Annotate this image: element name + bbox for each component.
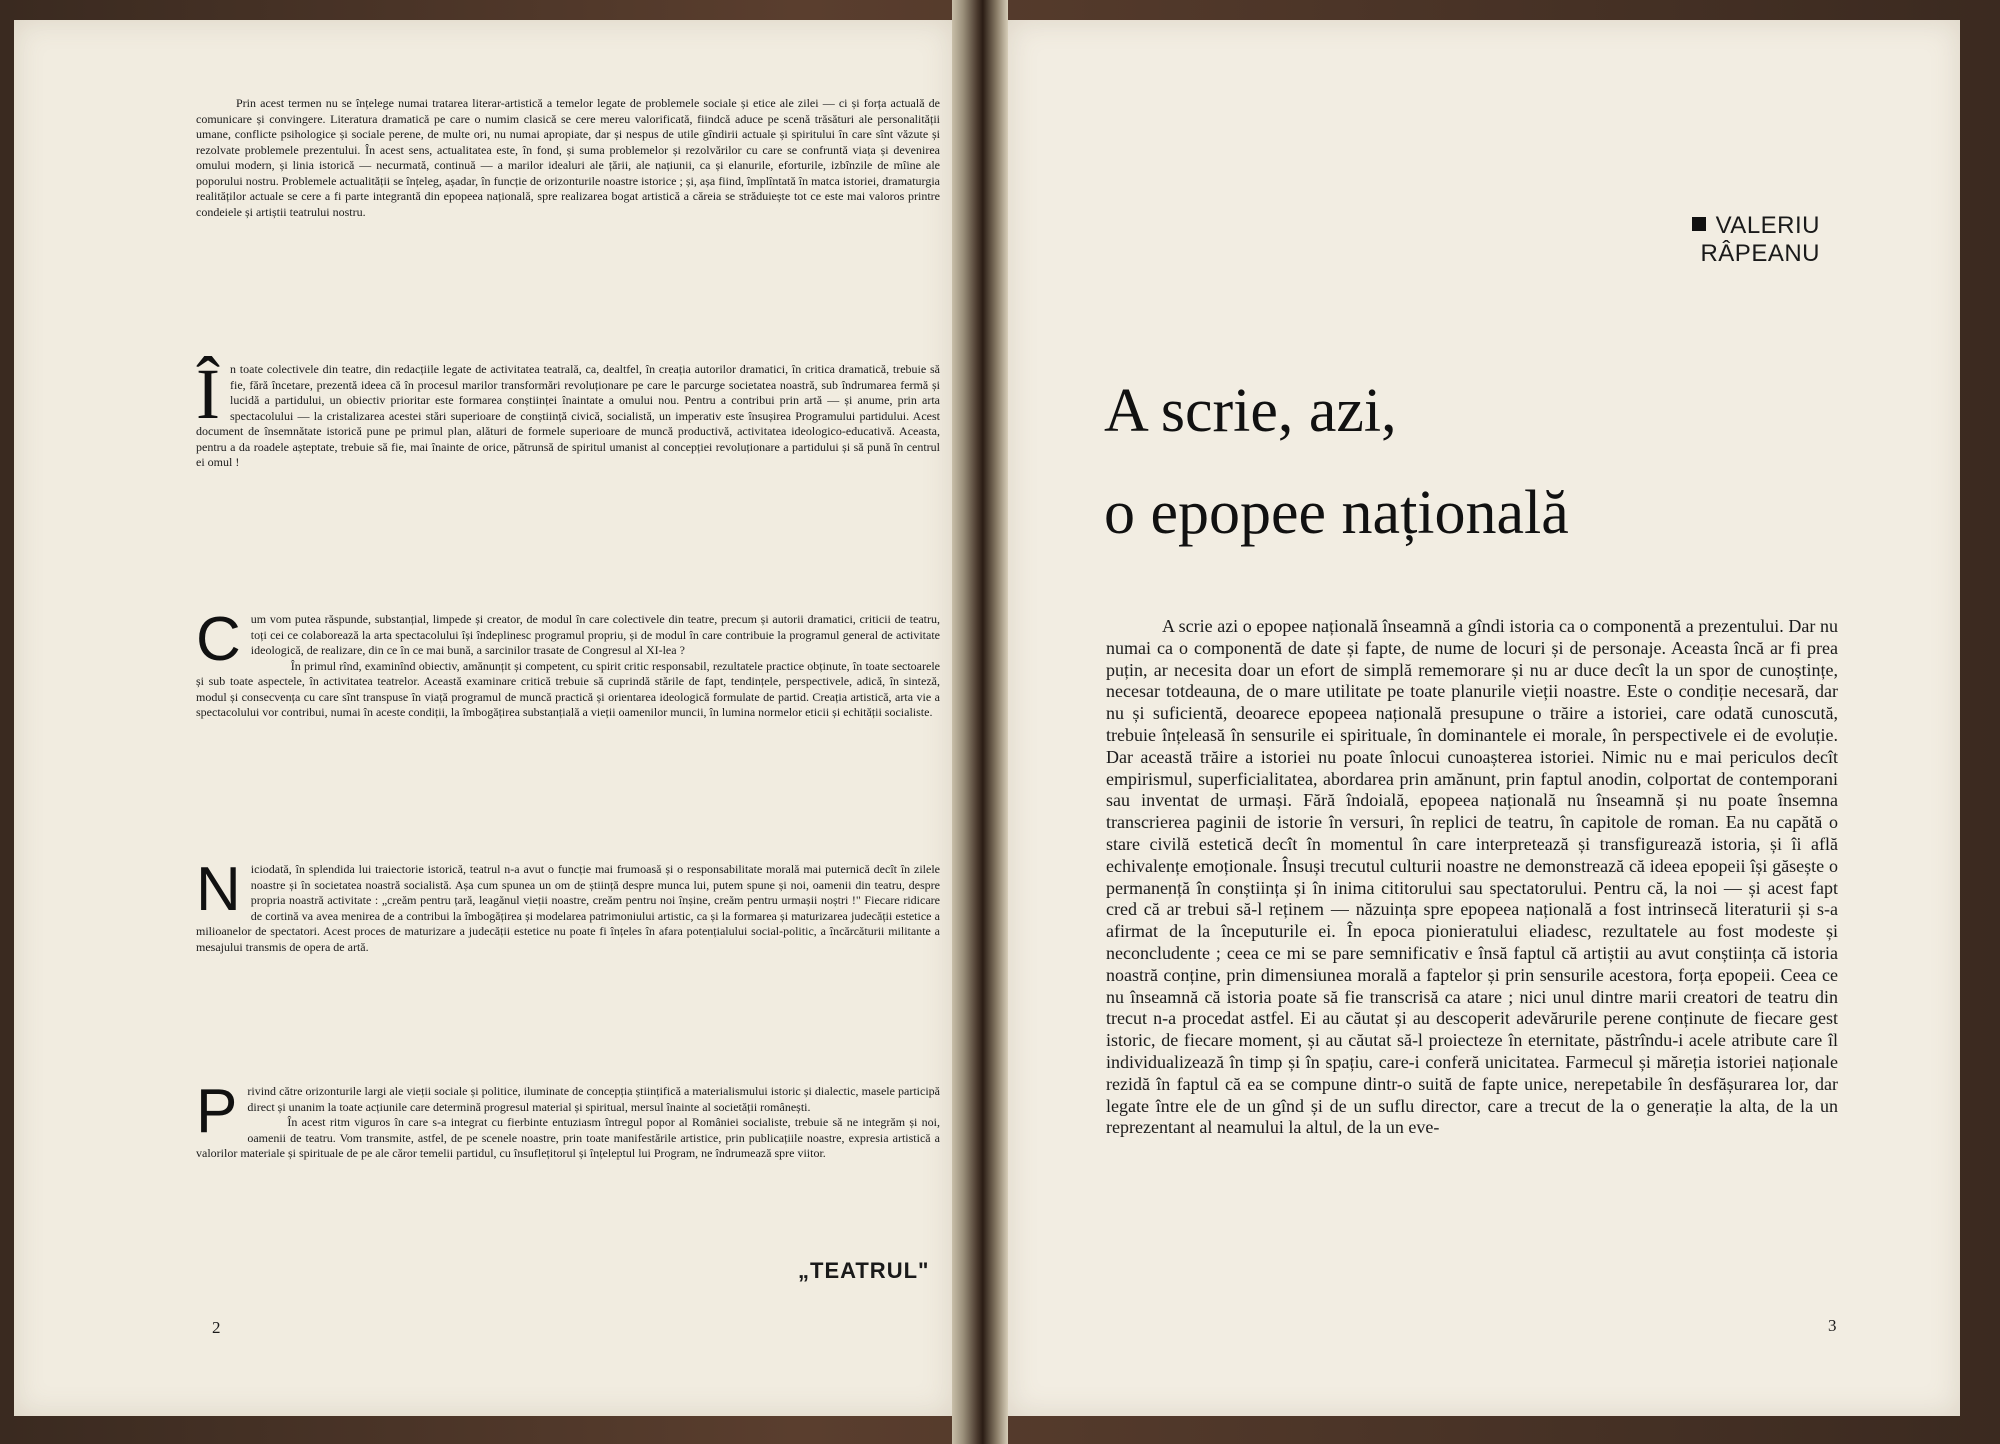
article-body <box>1106 616 1838 1139</box>
author-byline <box>1640 212 1820 268</box>
editorial-section-3 <box>196 855 940 955</box>
editorial-section-2 <box>196 605 940 721</box>
drop-cap: N <box>196 855 241 924</box>
title-line: A scrie, azi, <box>1104 377 1397 445</box>
editorial-paragraph: um vom putea răspunde, substanțial, limpede și creator, de modul în care colectivele din teatre, precum și autorii dramatici, criticii de teatru, toți cei ce colaborează la arta spectacolului își îndeplinesc programul propriu, și de modul în care contribuie la programul general de activitate ideologică, de realizare, din ce în ce mai bună, a sarcinilor trasate de Congresul al XI-lea ? <box>250 612 940 657</box>
editorial-intro: Prin acest termen nu se înțelege numai tratarea literar-artistică a temelor legate de problemele sociale și etice ale zilei — ci și forța actuală de comunicare și convingere. Literatura dramatică pe care o numim clasică se cere mereu valorificată, fiindcă aduce pe scenă trăsături ale personalității umane, conflicte psihologice și sociale perene, de multe ori, nu numai apropiate, dar și nespus de utile gîndirii actuale și spiritului în care sînt văzute și rezolvate problemele prezentului. În acest sens, actualitatea este, în fond, și suma problemelor și rezolvărilor cu care se confruntă viața și devenirea omului modern, și linia istorică — necurmată, continuă — a marilor idealuri ale țării, ale națiunii, ca și elanurile, eforturile, izbînzile de mîine ale poporului nostru. Problemele actualității se înțeleg, așadar, în funcție de orizonturile noastre istorice ; și, așa fiind, împlîntată în matca istoriei, dramaturgia realităților actuale se cere a fi parte integrantă din epopeea națională, spre realizarea bogat artistică a căreia se străduiește tot ce este mai valoros printre condeiele și artiștii teatrului nostru. <box>196 96 940 219</box>
editorial-paragraph: rivind către orizonturile largi ale vieții sociale și politice, iluminate de concepția științifică a materialismului istoric și dialectic, masele participă direct și unanim la toate acțiunile care determină progresul material și spiritual, mersul înainte al societății românești. <box>247 1084 940 1114</box>
editorial-paragraph: În acest ritm viguros în care s-a integrat cu fierbinte entuziasm întregul popor al României socialiste, trebuie să ne integrăm și noi, oamenii de teatru. Vom transmite, astfel, de pe scenele noastre, prin toate manifestările artistice, prin publicațiile noastre, expresia artistică a valorilor materiale și spirituale de pe ale căror temelii partidul, cu însuflețitorul și înțeleptul lui Program, ne îndrumează spre viitor. <box>196 1115 940 1160</box>
drop-cap: C <box>196 605 241 674</box>
page-number-left: 2 <box>212 1318 221 1337</box>
page-number-right: 3 <box>1828 1316 1837 1335</box>
editorial-intro-block <box>196 88 940 220</box>
book-gutter <box>952 0 1008 1444</box>
editorial-paragraph: iciodată, în splendida lui traiectorie istorică, teatrul n-a avut o funcție mai frumoasă și o responsabilitate morală mai puternică decît în zilele noastre și în societatea noastră socialistă. Așa cum spunea un om de știință despre munca lui, putem spune și noi, oamenii din teatru, despre propria noastră activitate : „creăm pentru țară, leagănul vieții noastre, creăm pentru noi înșine, creăm pentru urmașii noștri !" Fiecare ridicare de cortină va avea menirea de a contribui la îmbogățirea și modelarea patrimoniului artistic, ca și la formarea și maturizarea judecății estetice a milioanelor de spectatori. Acest proces de maturizare a judecății estetice nu poate fi înțeles în afara potențialului social-politic, a încărcăturii militante a mesajului transmis de opera de artă. <box>196 862 940 954</box>
editorial-paragraph: n toate colectivele din teatre, din redacțiile legate de activitatea teatrală, ca, dealtfel, în creația autorilor dramatici, în critica dramatică, trebuie să fie, fără încetare, prezentă ideea că în procesul marilor transformări revoluționare pe care le parcurge societatea noastră, sub îndrumarea fermă și lucidă a partidului, un obiectiv prioritar este formarea conștiinței înaintate a omului nou. Pentru a contribui prin artă — și anume, prin arta spectacolului — la cristalizarea acestei stări superioare de conștiință civică, socialistă, un imperativ este însușirea Programului partidului. Acest document de însemnătate istorică pune pe primul plan, alături de formele superioare de muncă productivă, activitatea ideologico-educativă. Aceasta, pentru a da roadele așteptate, trebuie să fie, mai înainte de orice, pătrunsă de spiritul umanist al concepției revoluționare a partidului și să pună în centrul ei omul ! <box>196 362 940 469</box>
drop-cap: Î <box>196 354 220 434</box>
article-paragraph: A scrie azi o epopee națională înseamnă a gîndi istoria ca o componentă a prezentului. Dar nu numai ca o componentă de date și fapte, de nume de locuri și de personaje. Aceasta încă ar fi prea puțin, ar necesita doar un efort de simplă rememorare și nu ar duce decît la un spor de cunoștințe, necesar totdeauna, de o mare utilitate pe toate planurile vieții noastre. Este o condiție necesară, dar nu și suficientă, deoarece epopeea națională presupune o trăire a istoriei, care odată cunoscută, trebuie înțeleasă în sensurile ei spirituale, în dominantele ei morale, în perspectivele ei de evoluție. Dar această trăire a istoriei nu poate înlocui cunoașterea istoriei. Nimic nu e mai periculos decît empirismul, superficialitatea, abordarea prin amănunt, prin faptul anodin, colportat de contemporani sau inventat de urmași. Fără îndoială, epopeea națională nu înseamnă și nu poate însemna transcrierea paginii de istorie în versuri, în replici de teatru, în capitole de roman. Ea nu capătă o stare civilă estetică decît în momentul în care interpretează și transfigurează istoria, și îi află echivalențe emoționale. Însuși trecutul culturii noastre ne demonstrează că ideea epopeii își găsește o permanență în conștiința și în inima cititorului sau spectatorului. Pentru că, la noi — și acest fapt cred că ar trebui să-l reținem — năzuința spre epopeea națională a fost intrinsecă literaturii și s-a afirmat de la începuturile ei. În epoca pionieratului eliadesc, rezultatele au fost modeste și neconcludente ; ceea ce mi se pare semnificativ e însă faptul că artiștii au avut conștiința că istoria noastră conține, prin dimensiunea morală a faptelor și prin sensurile acestora, forța epopeii. Ceea ce nu înseamnă că istoria poate să fie transcrisă ca atare ; nici unul dintre marii creatori de teatru din trecut n-a procedat astfel. Ei au căutat și au descoperit adevărurile perene conținute de fiecare gest istoric, de fiecare moment, și au căutat să-l proiecteze în eternitate, păstrîndu-i acele atribute care îl individualizează în timp și în spațiu, care-i conferă unicitatea. Farmecul și măreția istoriei naționale rezidă în faptul că ea se compune dintr-o suită de fapte unice, nerepetabile în desfășurarea lor, dar legate între ele de un gînd și de un suflu director, care a trecut de la o generație la alta, de la un reprezentant al neamului la altul, de la un eve- <box>1106 616 1838 1138</box>
title-line: o epopee națională <box>1104 479 1569 547</box>
drop-cap: P <box>196 1077 238 1146</box>
square-bullet-icon <box>1692 217 1706 231</box>
article-title <box>1104 360 1864 564</box>
editorial-section-1 <box>196 354 940 471</box>
author-last-name: RÂPEANU <box>1700 240 1820 267</box>
editorial-paragraph: În primul rînd, examinînd obiectiv, amănunțit și competent, cu spirit critic responsabil, rezultatele practice obținute, în toate sectoarele și sub toate aspectele, în activitatea teatrelor. Această examinare critică trebuie să cuprindă stările de fapt, tendințele, perspectivele, adică, în sinteză, modul și consecvența cu care sînt transpuse în viață programul de muncă practică și orientarea ideologică formulate de partid. Creația artistică, arta vie a spectacolului vor contribui, numai în aceste condiții, la îmbogățirea substanțială a vieții oamenilor muncii, în lumina normelor eticii și echității socialiste. <box>196 658 940 719</box>
editorial-signature: „TEATRUL" <box>798 1258 930 1283</box>
author-first-name: VALERIU <box>1715 212 1820 239</box>
editorial-section-4 <box>196 1077 940 1162</box>
